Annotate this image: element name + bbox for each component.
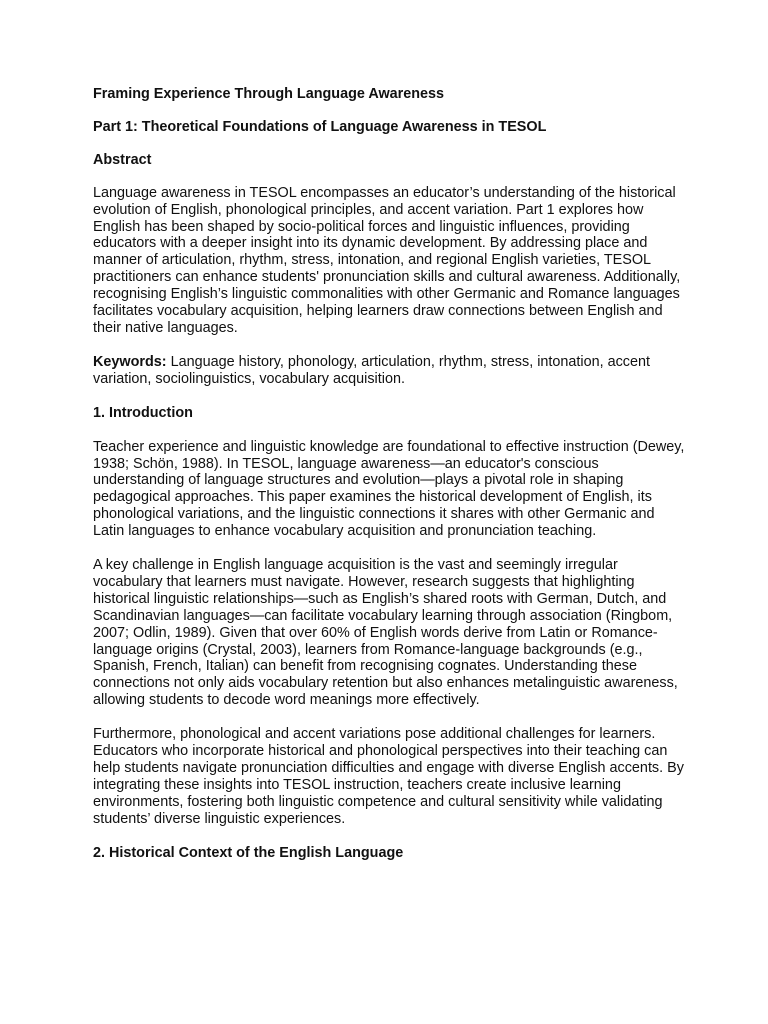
keywords-label: Keywords:	[93, 353, 167, 370]
introduction-paragraph-2: A key challenge in English language acquisition is the vast and seemingly irregular vocabulary that learners must navigate. However, research suggests that highlighting historical linguistic relationships—such as English’s shared roots with German, Dutch, and Scandinavian languages—can facilitate vocabulary learning through association (Ringbom, 2007; Odlin, 1989). Given that over 60% of English words derive from Latin or Romance-language origins (Crystal, 2003), learners from Romance-language backgrounds (e.g., Spanish, French, Italian) can benefit from recognising cognates. Understanding these connections not only aids vocabulary retention but also enhances metalinguistic awareness, allowing students to decode word meanings more effectively.	[93, 557, 678, 709]
introduction-paragraph-3: Furthermore, phonological and accent variations pose additional challenges for learners. Educators who incorporate historical and phonological perspectives into their teaching can help students navigate pronunciation difficulties and engage with diverse English accents. By integrating these insights into TESOL instruction, teachers create inclusive learning environments, fostering both linguistic competence and cultural sensitivity while validating students’ diverse linguistic experiences.	[93, 726, 684, 827]
part-heading: Part 1: Theoretical Foundations of Language Awareness in TESOL	[93, 118, 547, 135]
document-title: Framing Experience Through Language Awareness	[93, 86, 445, 102]
history-heading: 2. Historical Context of the English Language	[93, 844, 404, 861]
introduction-paragraph-1: Teacher experience and linguistic knowledge are foundational to effective instruction (Dewey, 1938; Schön, 1988). In TESOL, language awareness—an educator's conscious understanding of language structures and evolution—plays a pivotal role in shaping pedagogical approaches. This paper examines the historical development of English, its phonological variations, and the linguistic connections it shares with other Germanic and Latin languages to enhance vocabulary acquisition and pronunciation teaching.	[93, 438, 685, 540]
abstract-heading: Abstract	[93, 151, 152, 168]
introduction-heading: 1. Introduction	[93, 404, 193, 421]
abstract-paragraph: Language awareness in TESOL encompasses an educator’s understanding of the historical evolution of English, phonological principles, and accent variation. Part 1 explores how English has been shaped by socio-political forces and linguistic influences, providing educators with a deeper insight into its dynamic development. By addressing place and manner of articulation, rhythm, stress, intonation, and regional English varieties, TESOL practitioners can enhance students' pronunciation skills and cultural awareness. Additionally, recognising English’s linguistic commonalities with other Germanic and Romance languages facilitates vocabulary acquisition, helping learners draw connections between English and their native languages.	[93, 184, 681, 336]
keywords-text: Language history, phonology, articulation, rhythm, stress, intonation, accent variation, sociolinguistics, vocabulary acquisition.	[93, 353, 651, 387]
document-page	[93, 86, 685, 862]
keywords-paragraph	[93, 354, 685, 388]
